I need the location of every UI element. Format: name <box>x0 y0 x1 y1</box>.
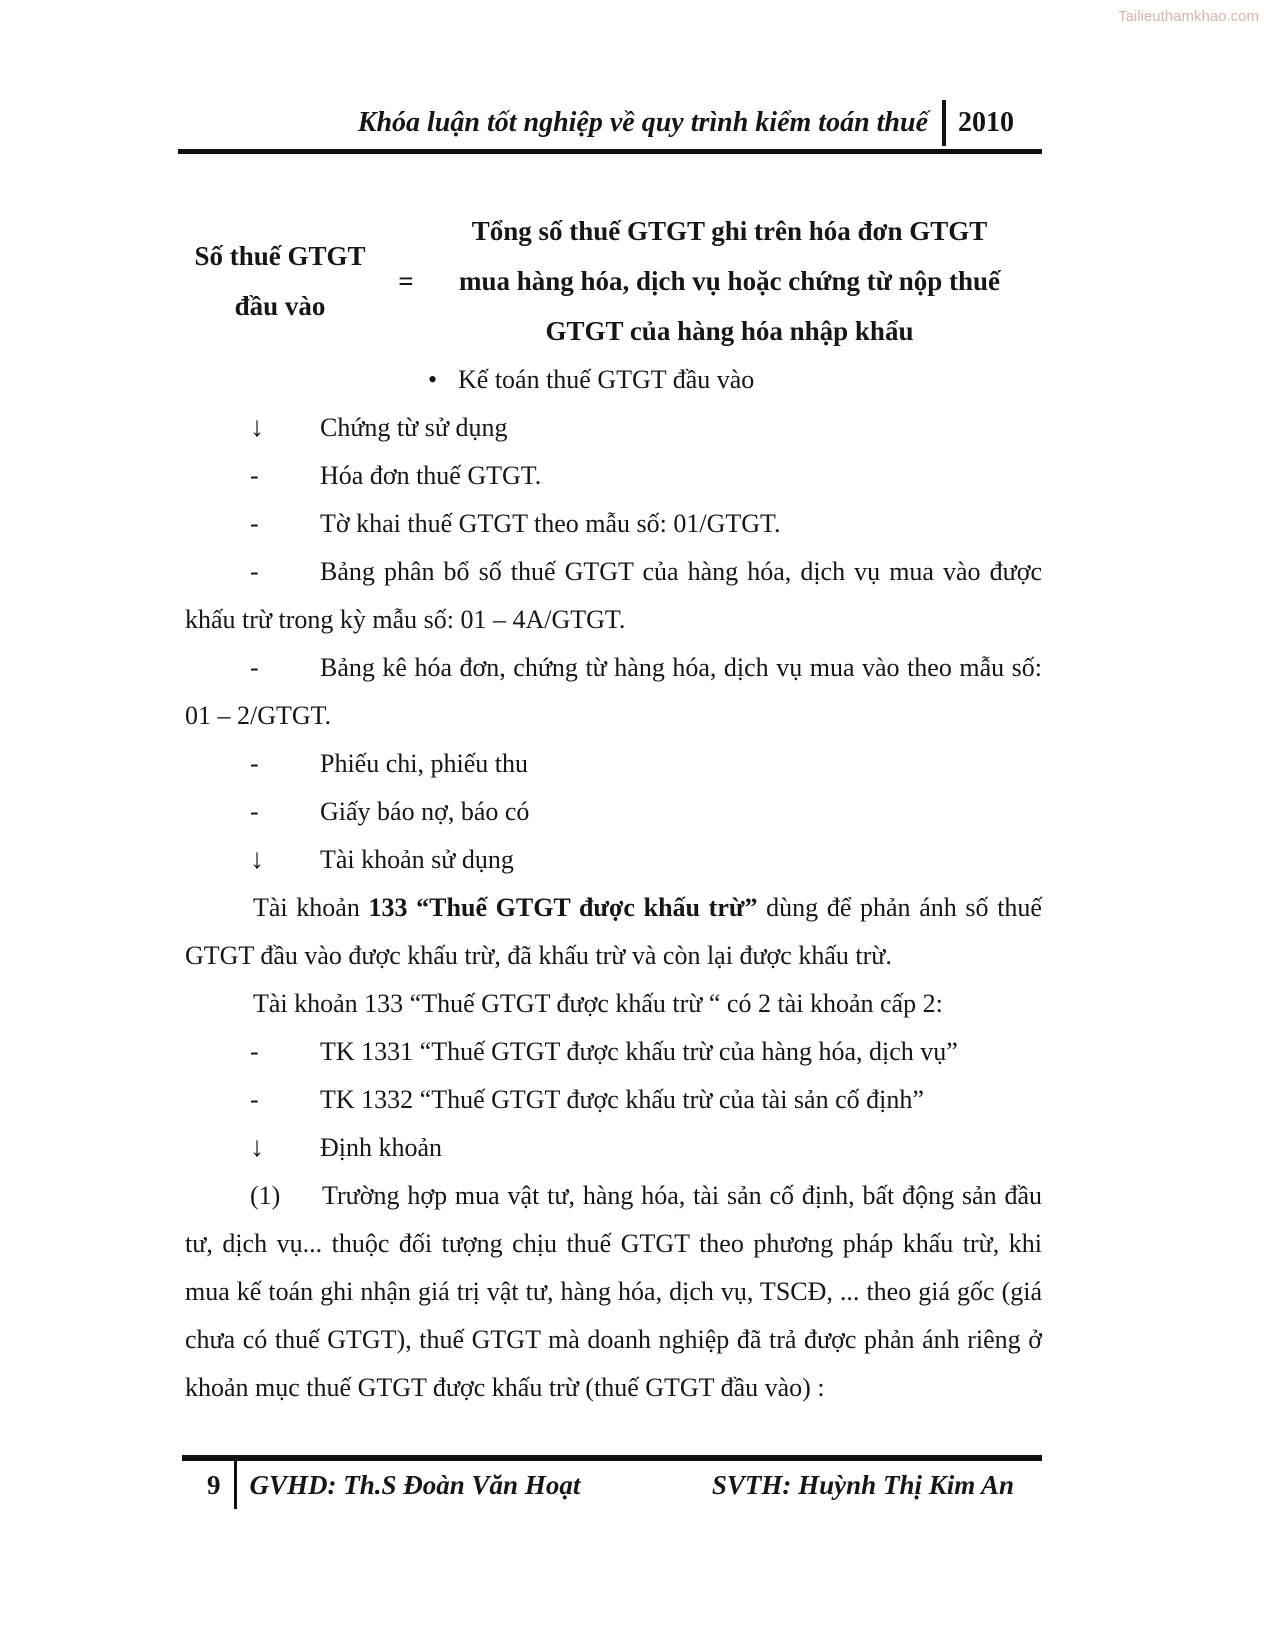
list-item <box>185 1124 1042 1172</box>
dash-marker-icon: - <box>250 509 259 538</box>
dash-marker-icon: - <box>250 797 259 826</box>
list-item <box>185 836 1042 884</box>
dash-marker-icon: - <box>250 653 259 682</box>
page-body <box>185 168 1042 1412</box>
arrow-marker-icon: ↓ <box>250 1132 264 1163</box>
paragraph-sub-accounts: Tài khoản 133 “Thuế GTGT được khấu trừ “ có 2 tài khoản cấp 2: <box>253 989 943 1018</box>
list-item <box>185 404 1042 452</box>
formula-left-line1: Số thuế GTGT <box>194 241 366 271</box>
list-item-text: Giấy báo nợ, báo có <box>320 797 530 826</box>
list-item <box>185 644 1042 740</box>
paragraph-text: Trường hợp mua vật tư, hàng hóa, tài sản cố định, bất động sản đầu tư, dịch vụ... thuộc đối tượng chịu thuế GTGT theo phương pháp khấu trừ, khi mua kế toán ghi nhận giá trị vật tư, hàng hóa, dịch vụ, TSCĐ, ... theo giá gốc (giá chưa có thuế GTGT), thuế GTGT mà doanh nghiệp đã trả được phản ánh riêng ở khoản mục thuế GTGT được khấu trừ (thuế GTGT đầu vào) : <box>185 1181 1042 1402</box>
paragraph-text: Tài khoản <box>253 893 369 922</box>
list-item-text: Phiếu chi, phiếu thu <box>320 749 528 778</box>
list-item <box>185 500 1042 548</box>
list-item-text: TK 1332 “Thuế GTGT được khấu trừ của tài sản cố định” <box>320 1085 924 1114</box>
advisor-credit: GVHD: Th.S Đoàn Văn Hoạt <box>249 1470 581 1500</box>
list-item <box>185 740 1042 788</box>
list-item-text: TK 1331 “Thuế GTGT được khấu trừ của hàng hóa, dịch vụ” <box>320 1037 958 1066</box>
paragraph-text: dùng để phản ánh số thuế GTGT đầu vào được khấu trừ, đã khấu trừ và còn lại được khấu trừ. <box>185 893 1042 970</box>
formula-equals-sign: = <box>398 266 414 296</box>
list-item <box>185 1076 1042 1124</box>
list-item-text: Tài khoản sử dụng <box>320 845 514 874</box>
formula-left-line2: đầu vào <box>234 291 326 321</box>
paragraph-case-1 <box>185 1172 1042 1412</box>
page-header <box>185 100 1042 146</box>
header-rule <box>178 149 1042 154</box>
paragraph-account-133 <box>185 884 1042 980</box>
formula-right-line1: Tổng số thuế GTGT ghi trên hóa đơn GTGT <box>471 216 988 246</box>
watermark-text: Tailieuthamkhao.com <box>1118 8 1259 25</box>
list-item-text: Bảng phân bổ số thuế GTGT của hàng hóa, dịch vụ mua vào được khấu trừ trong kỳ mẫu số: 01 – 4A/GTGT. <box>185 557 1042 634</box>
section-heading-line <box>185 356 1042 404</box>
vat-input-formula <box>185 206 1042 356</box>
section-heading-text: Kế toán thuế GTGT đầu vào <box>458 365 755 394</box>
page-number: 9 <box>207 1470 221 1500</box>
arrow-marker-icon: ↓ <box>250 844 264 875</box>
header-year-badge: 2010 <box>942 100 1014 146</box>
list-item <box>185 452 1042 500</box>
arrow-marker-icon: ↓ <box>250 412 264 443</box>
list-item-text: Tờ khai thuế GTGT theo mẫu số: 01/GTGT. <box>320 509 781 538</box>
list-item <box>185 548 1042 644</box>
list-item-text: Định khoản <box>320 1133 443 1162</box>
formula-right-line2: mua hàng hóa, dịch vụ hoặc chứng từ nộp thuế <box>458 266 1001 296</box>
footer-divider <box>234 1461 237 1509</box>
list-item <box>185 1028 1042 1076</box>
dash-marker-icon: - <box>250 749 259 778</box>
paragraph-bold-text: 133 “Thuế GTGT được khấu trừ” <box>368 893 758 922</box>
list-item <box>185 788 1042 836</box>
bullet-icon: • <box>428 365 438 394</box>
dash-marker-icon: - <box>250 461 259 490</box>
page-footer <box>185 1461 1042 1509</box>
list-item-text: Chứng từ sử dụng <box>320 413 508 442</box>
student-credit: SVTH: Huỳnh Thị Kim An <box>711 1470 1014 1500</box>
list-item-text: Bảng kê hóa đơn, chứng từ hàng hóa, dịch vụ mua vào theo mẫu số: 01 – 2/GTGT. <box>185 653 1042 730</box>
header-title: Khóa luận tốt nghiệp về quy trình kiểm toán thuế <box>357 107 928 138</box>
formula-right-line3: GTGT của hàng hóa nhập khẩu <box>545 316 914 346</box>
formula-right-term <box>437 206 1042 356</box>
case-number-marker: (1) <box>250 1181 281 1210</box>
dash-marker-icon: - <box>250 1085 259 1114</box>
dash-marker-icon: - <box>250 1037 259 1066</box>
formula-left-term <box>185 231 375 331</box>
dash-marker-icon: - <box>250 557 259 586</box>
list-item-text: Hóa đơn thuế GTGT. <box>320 461 542 490</box>
